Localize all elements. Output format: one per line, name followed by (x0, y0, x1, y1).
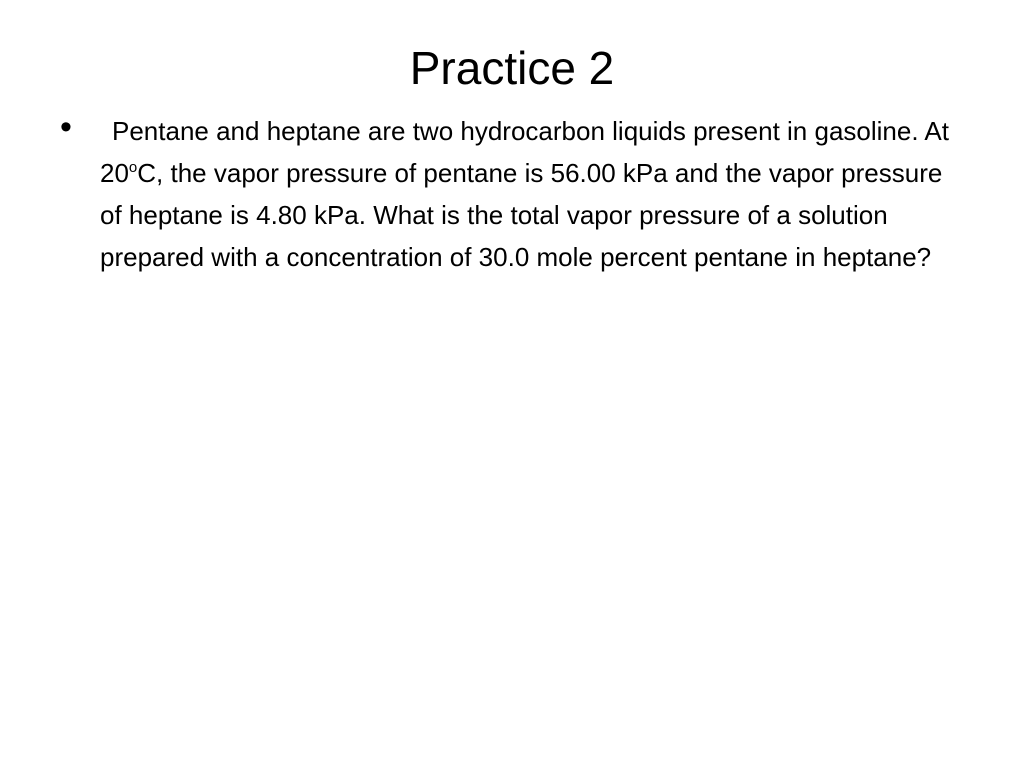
bullet-text (100, 110, 960, 278)
bullet-text-part2: C, the vapor pressure of pentane is 56.00 kPa and the vapor pressure of heptane is 4.80 kPa. What is the total vapor pressure of a solution prepared with a concentration of 30.0 mole percent pentane in heptane? (100, 158, 943, 272)
slide-title: Practice 2 (409, 42, 615, 94)
degree-superscript: o (128, 159, 138, 176)
bullet-marker: • (60, 108, 72, 146)
bullet-text-part1: Pentane and heptane are two hydrocarbon liquids present in gasoline. At 20 (100, 116, 949, 188)
bullet-item (60, 110, 960, 278)
bullet-list (60, 110, 960, 278)
